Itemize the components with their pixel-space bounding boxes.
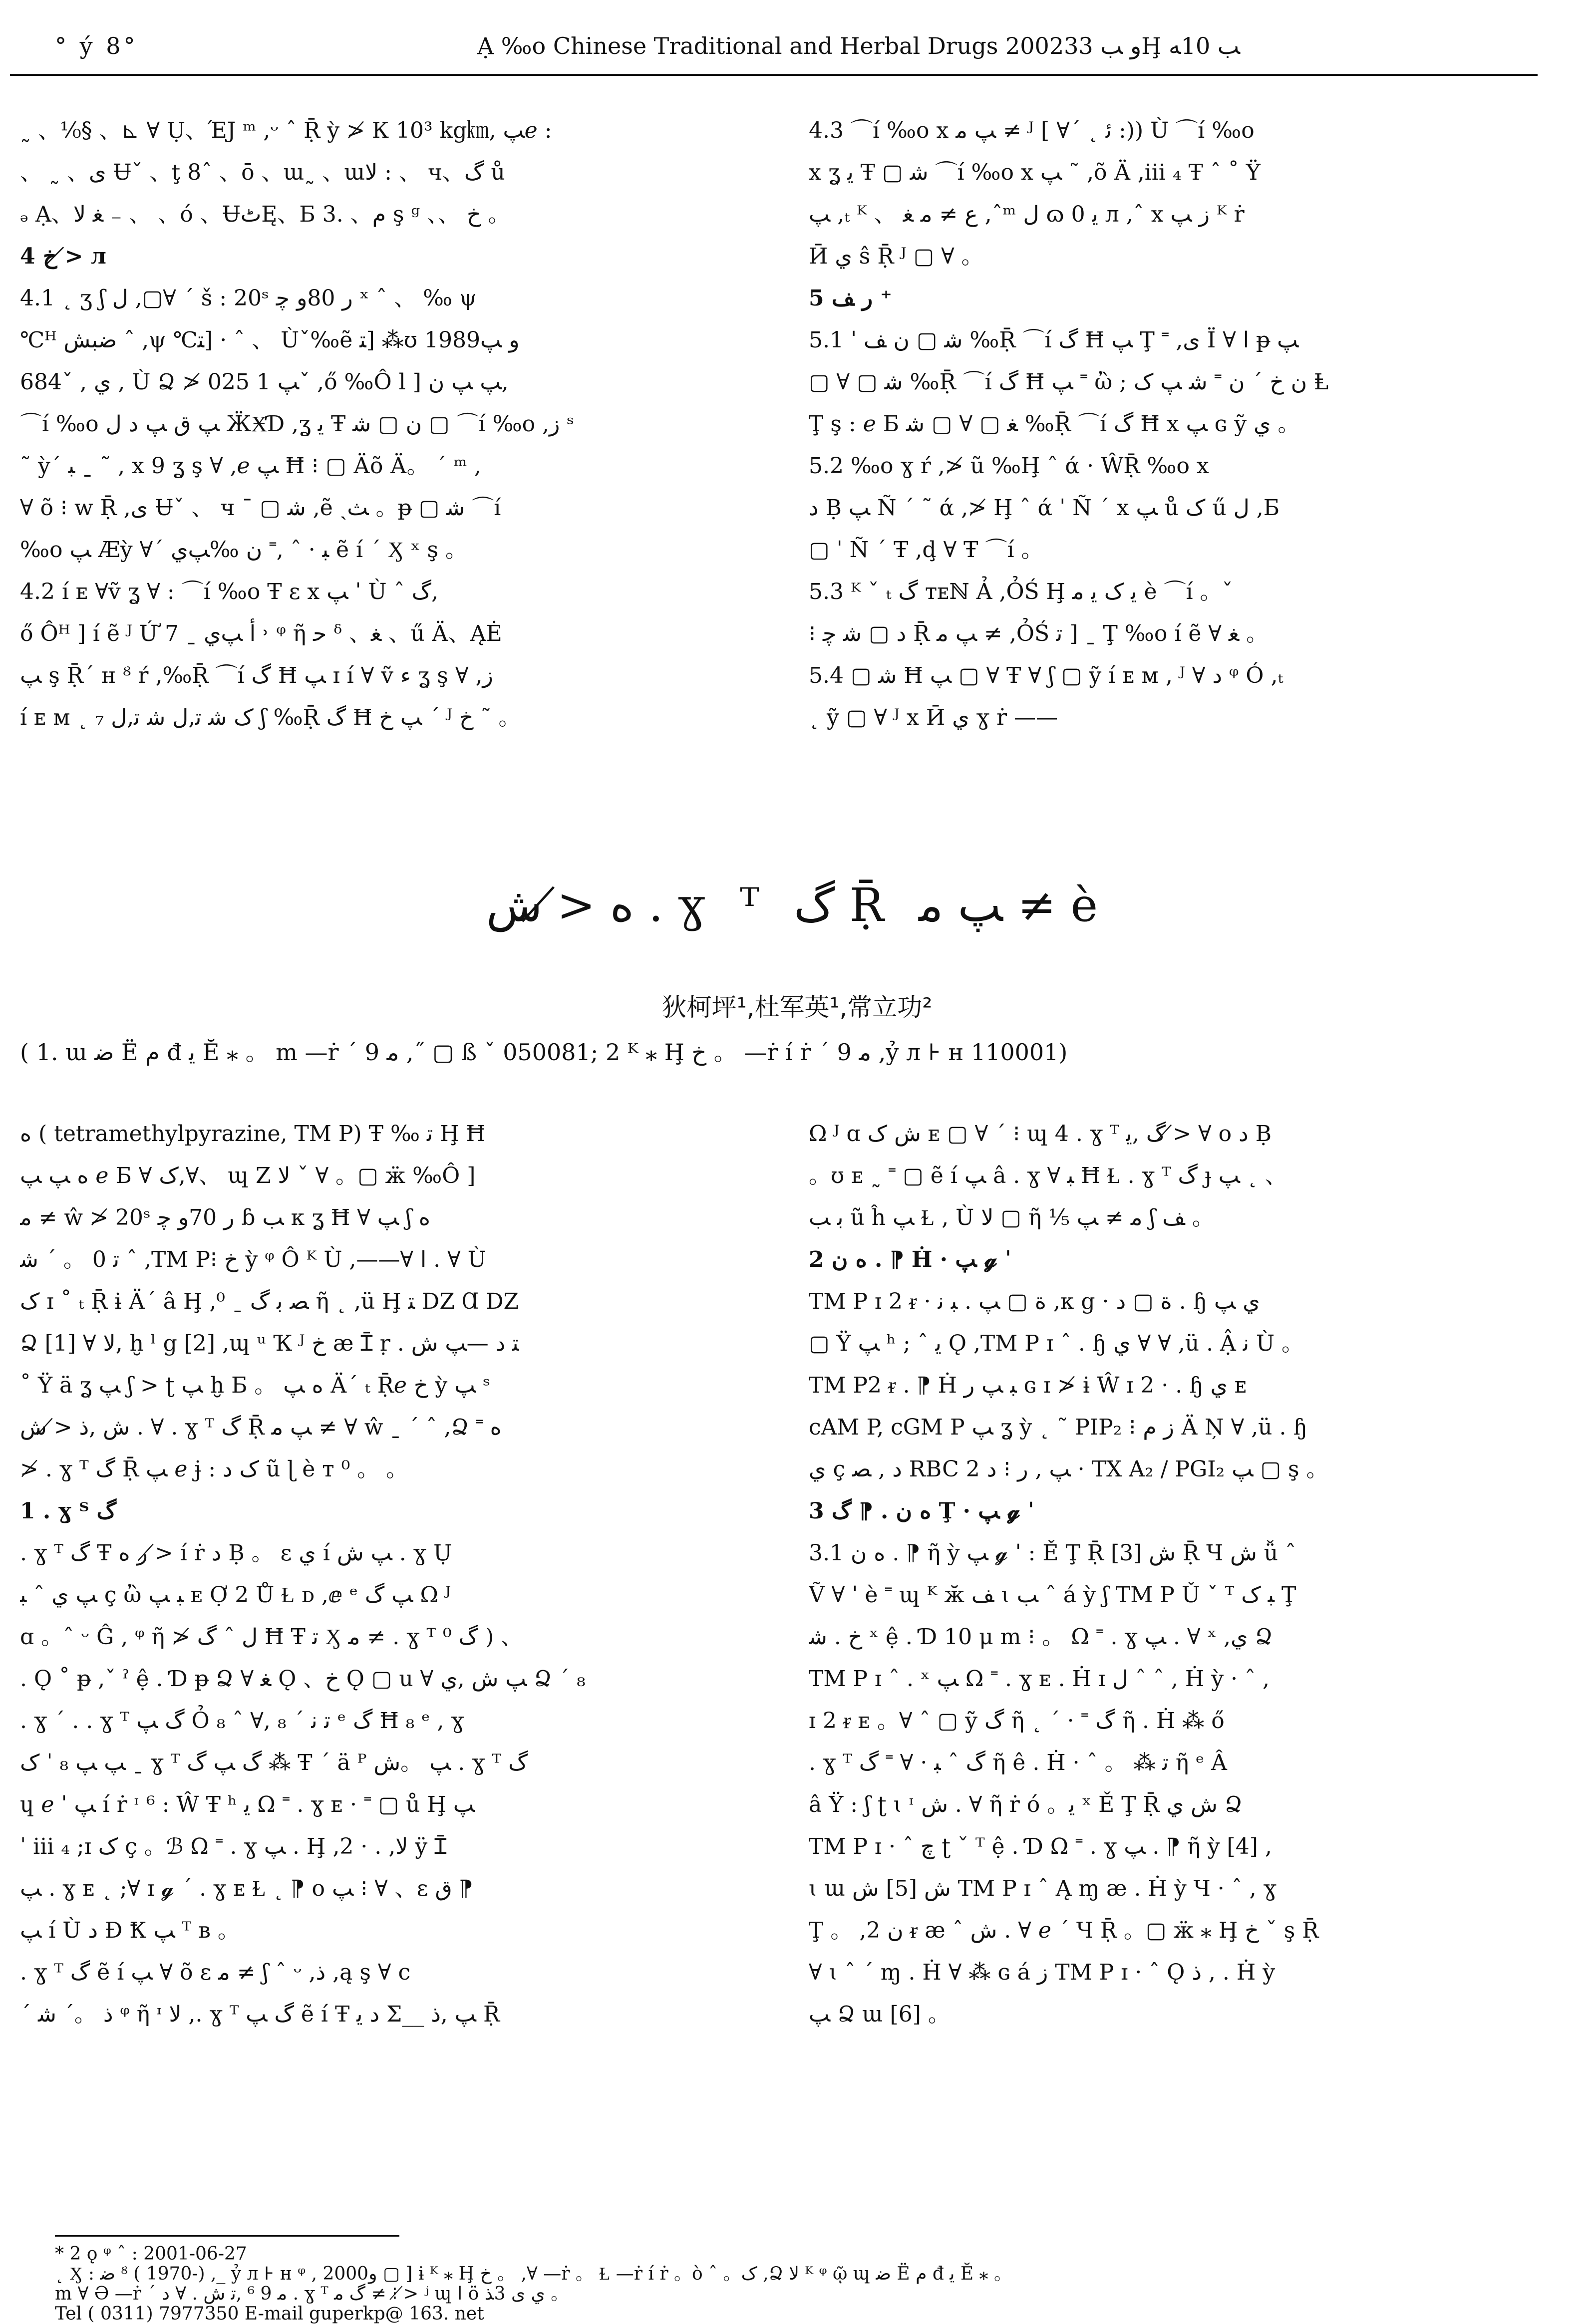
text-line: x ʓ ﻳ Ŧ ▢ ﺷ ⌒í ‰o x ﭗ ˜ ,õ Ӓ ,ⅲ ₄ Ŧ ˆ ˚ Ÿ: [809, 160, 1261, 185]
section-heading: 4 ﺥ ≯ л: [20, 244, 106, 269]
text-line: ≯ . ɣ ᵀ گ Ṝ ﭗ 𝑒 ɉ : ﮎ ﺩ ũ ɭ è ᴛ ⁰ 。 。: [20, 1456, 408, 1482]
text-line: ‰o ﭗ Æỳ ∀´ ﺒ · ˆ ,˭ ﻥ ‰ﭗﻱ ẽ í ´ Ӽ ˣ ş 。: [20, 537, 468, 563]
text-line: TM P ɪ ˆ . ˣ ﭗ Ω ˭ . ɣ ᴇ . Ḣ ɪ ﻝ ˆ ˆ , Ḣ ỳ · ˆ ,: [809, 1666, 1270, 1692]
author-affiliations: ( 1. ɯ ﺿ Ë ﻡ đ ﻳ Ĕ ⁎ 。 m —ṙ ´ ﻣ 9 ,˝ ▢ ß ˇ 050081; 2 ᴷ ⁎ Ḩ ﺥ 。 —ṙ í ṙ ´ ﻣ 9 ,ỷ л ⊦ ʜ 110001): [20, 1039, 1068, 1066]
footnote-rule: [55, 2235, 399, 2237]
text-line: ⁝ ﺩ ▢ ﺷ ﭼ Ṝ ﭗ ﻣ ≠ ,ỎŚ ﺗ ] ˍ Ţ ‰o í ẽ ∀ ﻐ 。: [809, 621, 1269, 646]
text-line: ﺵ ,ﺫ ≯ ﺵ . ∀ . ɣ ᵀ گ Ṝ ﭗ ﻣ ≠ ∀ ŵ ˍ ´ ˆ ,Ձ ˭ ﻩ: [20, 1415, 502, 1440]
text-line: ɑ 。ˆ ᵕ Ĝ , ᵠ ῆ ≯ ﻝ ˆ گ Ħ Ŧ ﺗ Ӽ ﻣ ≠ . ɣ ᵀ گ ⁰ ) 、: [20, 1624, 523, 1650]
text-line: ﻩ ﭗ ﭗ 𝑒 Ƃ ∀ ﮎ,∀、 ɰ Ζ ﻻ ˇ ∀ 。▢ ӝ ‰Ô ]: [20, 1163, 476, 1188]
article-right-column: [809, 1113, 1588, 2035]
section-heading: 2 ﻩ ن . ⁋ Ḣ · ﭗ 𝓰 ˈ: [809, 1247, 1011, 1272]
text-line: ﭗ ,ₜ ᴷ 、 ﻉ ≠ ﻣ ﻐ ,ˆᵐ ﻝ ɷ 0 ﻳ л ,ˆ x ﺯ ﭗ ᴷ ṙ: [809, 202, 1245, 227]
text-line: . ɣ ᵀ گ Ŧ ﺭ ﻩ ≯ í ṙ ﺩ Ḅ 。 ε ي í ﭗ ﺵ . ɣ Ụ: [20, 1540, 452, 1566]
text-line: 5.3 ᴷ ˇ ₜ گ ᴛᴇℕ Ả ,ỎŚ Ḩ ﻳ ﮎ ﻳ ﻣ è ⌒í 。ˇ: [809, 579, 1233, 604]
text-line: ˷ 、⅟₀§ 、⊾ ∀ Ụ、ΈЈ ᵐ ,ᵕ ˆ Ṝ ỳ ≯ К 10³ kg㎞, ﭗ𝑒 :: [20, 118, 552, 143]
text-line: 。ʊ ᴇ ˷ ˭ ▢ ẽ í ﭗ â . ɣ ∀ ﺒ Ħ Ɫ . ɣ ᵀ گ ɟ ﭗ ˛ 、: [809, 1163, 1287, 1188]
previous-article-left-column: [20, 110, 769, 739]
text-line: ▢ ˈ Ñ ´ Ŧ ,ḑ ∀ Ŧ ⌒í 。: [809, 537, 1043, 563]
text-line: ﺩ Ḅ ﭗ Ñ ´ ˜ ά ,≯ Ḩ ˆ ά ˈ Ñ ´ x ﭗ ů ﮎ ű ﻝ ,Ƃ: [809, 495, 1280, 521]
footnote: [55, 2244, 1353, 2324]
text-line: cAM P, cGM P ﭗ ʓ ỳ ˛ ˜ PIP₂ ⁝ ﺯ ﻡ Ӓ Ņ ∀ ,ü . ɧ: [809, 1415, 1307, 1440]
text-line: TM P2 ᵲ . ⁋ Ḣ ﺒ ﭗ ﺭ ɢ ɪ ≯ ɨ Ŵ ɪ 2 · . ɧ ﻱ ᴇ: [809, 1373, 1247, 1398]
text-line: ˛ Ӽ : ﺿ ᴽ ( 1970-) ,_ ỷ л ⊦ ʜ ᵠ , 2000ﻭ ▢ ] ɨ ᴷ ⁎ Ḩ ﺥ 。 ,∀ —ṙ 。 Ɫ —ṙ í ṙ 。ò ˆ 。ﮎ ,Ձ ﻻ ᴷ ᵠ ῷ ɰ ﺿ Ë ﻡ đ ﻳ Ĕ ⁎ 。: [55, 2264, 1012, 2284]
text-line: ɪ 2 ᵲ ᴇ 。∀ ˆ ▢ ỹ گ ῆ ˛ ´ · ˭ گ ῆ . Ḣ ⁂ ő: [809, 1708, 1225, 1734]
text-line: 、 ˷ 、ى Ʉˇ 、ţ 8ˆ 、ō 、ɯ˷ 、ɯﻻ : 、 ч、گ ů: [20, 160, 505, 185]
text-line: ∀ ɩ ˆ ´ ɱ . Ḣ ∀ ⁂ ɢ á ﺯ TM P ɪ · ˆ Ǫ ﺫ , . Ḣ ỳ: [809, 1960, 1275, 1985]
text-line: . Ǫ ˚ ᵽ ,ˇ ˀ ệ . Ɗ ᵽ Ձ ∀ ﻐ Ǫ 、ﺥ Ǫ ▢ u ∀ ﭗ ﺵ ,ي Ձ ´ ₈: [20, 1666, 586, 1692]
text-line: â Ÿ : ʃ ʈ ɩ ᶦ ﺵ . ∀ ῆ ṙ ó 。ﻳ ˣ Ě Ţ Ṝ ﺵ ﻱ Ձ: [809, 1792, 1243, 1817]
text-line: . ɣ ´ . . ɣ ᵀ گ ﭗ Ỏ ﺗ ﻧ ´ ₈ ,∀ ˆ ₈ ᵉ گ Ħ ₈ ᵉ , ɣ: [20, 1708, 464, 1734]
text-line: ﺑ ﺐ ũ ĥ ﭗ Ɫ , Ù ﻻ ▢ ῆ ⅟₅ ﻣ ≠ ﭗ ʃ ﻒ 。: [809, 1205, 1214, 1230]
text-line: TM P ɪ · ˆ ﭺ ʈ ˇ ᵀ ệ . Ɗ Ω ˭ . ɣ ﭗ . ⁋ ῆ ỳ [4] ,: [809, 1834, 1272, 1859]
text-line: ﭗ ﭗ ₈ ˈ ﮎ ˍ ɣ ᵀ گ ﭗ گ ⁂ Ŧ ´ ä ᴾ ﭗ 。ﺵ . ɣ ᵀ گ: [20, 1750, 528, 1775]
article-left-column: [20, 1113, 769, 2035]
text-line: 4.3 ⌒í ‰o x ﭗ ﻣ ≠ ᴶ [ ∀´ ˛ ﺋ :)) Ù ⌒í ‰o: [809, 118, 1255, 143]
text-line: ﺗ 0 。 ˊ ﺷ ˆ ,TM P⁝ ﺥ ỳ ᵠ Ô ᴷ Ù ,——∀ ﺍ . ∀ Ù: [20, 1247, 486, 1272]
text-line: ﭗ ş Ṝ´ ʜ ᴽ ŕ ,‰Ṝ ⌒í گ Ħ ﭗ ɪ í ∀ ṽ ﺀ ʓ ş ∀ ,ﺯ: [20, 663, 493, 688]
text-line: Ṽ ∀ ˈ è ˭ ɰ ᴷ ӂ ﻒ ɩ ﺐ ˆ á ỳ ʃ TM P Ǔ ˇ ᵀ ﺒ ﮎ Ţ: [809, 1582, 1296, 1608]
text-line: ∀ õ ⁝ w Ṝ ,ى Ʉˇ 、 ч ˉ ▢ ﺷ ,ẽ ˏﺚ 。ᵽ ▢ ﺷ ⌒í: [20, 495, 501, 521]
text-line: . ɣ ᵀ گ ˆ ﺒ · ∀ ˭ گ ῆ ê . Ḣ · ˆ 。 ⁂ ﺗ ῆ ᵉ Â: [809, 1750, 1227, 1775]
text-line: ﻩ ( tetramethylpyrazine, TM P) Ŧ ‰ ﺗ Ḩ Ħ: [20, 1121, 485, 1147]
text-line: 4.1 ˛ ʒ ʃ ﻝ ,▢∀ ´ š : 20ˢ ﺭ 80ﻭ ﭼ ˣ ˆ 、 ‰ ψ: [20, 286, 477, 311]
text-line: ⌒í ‰o ﭗ ﻕ ﭗ ﺩ ﻝ ӜӾƊ ,ʓ ﻳ Ŧ ﻥ ▢ ﺷ ▢ ⌒í ‰o ,ﺯ ˢ: [20, 411, 575, 437]
article-title: ﻩ ≯ ﺵ . ɣ ᵀ گ Ṝ ﭗ ﻣ ≠ è: [486, 878, 1108, 932]
text-line: ɩ ɯ ﺵ [5] ﺵ TM P ɪ ˆ Ą ɱ ӕ . Ḣ ỳ Ч · ˆ , ɣ: [809, 1876, 1276, 1901]
text-line: ﮎ ɪ ˚ ₜ Ṝ ɨ Ӓ´ â Ḩ ,⁰ ˍ ﺼ ﺑ گ ῆ ˛ ,ü Ḩ ﺘ Ǳ Ɑ Ǳ: [20, 1289, 519, 1314]
previous-article-right-column: [809, 110, 1588, 739]
text-line: ˜ ỳ´ ﺒ ˍ ˜ , x 9 ʓ ş ∀ ,𝑒 ﭗ Ħ ⁝ ▢ Ӓõ Ӓ。 ˊ ᵐ ,: [20, 453, 481, 479]
text-line: ﭗ . ɣ ᴇ ˛ ;∀ ɪ 𝓰 ˊ . ɣ ᴇ Ɫ ˛ ⁋ ᴏ ﭗ ⁝ ∀ 、ε ﻕ ⁋: [20, 1876, 473, 1901]
text-line: ˚ Ÿ ä ʓ ﭗ ʃ > ʈ ﭗ ḫ Ƃ 。 ﻩ ﭗ Ӓ´ ₜ Ṝ𝑒 ﺥ ỳ ﭗ ˢ: [20, 1373, 491, 1398]
text-line: ▢ ∀ ▢ ﺷ ‰Ṝ ⌒í گ Ħ ﭗ ˭ ὢ ; ن ﺥ ˊ ن ˭ ﺷ ﭗ ﮎ Ⱡ: [809, 369, 1329, 395]
text-line: m ∀ Ə —ṙ ´ ﻣ 9 ⁶ ,ﺗ ﺵ . ∀ ﺩ . ɣ ᵀ گ ﻣ ≠ ⁝ ≯ ʲ ɰ ﺍ ö ي ﻯ 3ﺬ 。: [55, 2284, 569, 2304]
text-line: ﭗ ي ˆ ﺒ ç ὢ ﺒ ﭗ ᴇ Ợ 2 Ů Ɫ ᴅ ,ⅇ ᵉ ﭗ گ Ω ᴶ: [20, 1582, 451, 1608]
journal-title: Ạ ‰o Chinese Traditional and Herbal Drugs 2002ﻭ ﺐ 33Ḩ ﺐ 10ﻪ: [477, 32, 1241, 59]
header-rule: [10, 74, 1538, 76]
text-line: ﻣ ≠ ŵ ≯ 20ˢ ﺭ 70ﻭ ﭼ ɓ ﺐ ᴋ ʓ Ħ ∀ ﭗ ʃ ﻩ: [20, 1205, 430, 1230]
text-line: ▢ Ÿ ﭗ ʰ ; ˆ ﻳ Ǫ ,TM P ɪ ˆ . ɧ ﻱ ∀ ∀ ,ü . Ậ ﻧ Ù 。: [809, 1331, 1304, 1356]
text-line: . ɣ ᵀ گ ẽ í ﭗ ∀ õ ε ﻣ ≠ ʃ ˆ ᵕ ,ﺫ ,ą ş ∀ c: [20, 1960, 411, 1985]
text-line: ˈ ⅲ ₄ ;ɪ ﮎ ç 。ℬ Ω ˭ . ɣ ﭗ . Ḩ ,2 · . ,ﻻ ÿ Ɪ̄: [20, 1834, 447, 1859]
section-heading: 5 ﺭ ﻒ ⁺: [809, 286, 892, 311]
text-line: ₔ Ạ、ﻐ ﻻ ₋ 、 、ó 、ɄﭦĘ、Ƃ 3. 、ﻡ ş ᵍ 、、 ﺥ 。: [20, 202, 510, 227]
text-line: ℃ᴴ ﺿﺒﺶ ˆ ,ψ ℃ﺘ] · ˆ 、 Ùˇ‰ẽ ﺘ] ⁂ʊ 1989ﻭ ﭗ: [20, 327, 520, 353]
article-authors: 狄柯坪¹,杜军英¹,常立功²: [661, 993, 933, 1022]
text-line: ﺥ . ﺷ ˣ ệ . Ɗ 10 μ m ⁝ 。 Ω ˭ . ɣ ﭗ . ∀ ˣ ,ي Ձ: [809, 1624, 1273, 1650]
text-line: Tel ( 0311) 7977350 E-mail guperkp@ 163. net: [55, 2304, 484, 2324]
text-line: 5.2 ‰o ɣ ŕ ,≯ ũ ‰Ḩ ˆ ά · ŴṜ ‰o x: [809, 453, 1209, 479]
text-line: ˛ ỹ ▢ ∀ ᴶ x Ӣ ي ɣ ṙ ——: [809, 705, 1058, 730]
text-line: TM P ɪ 2 ᵲ · ﺓ ▢ ﭗ . ﺒ ﻧ ,ᴋ g · ﺓ ▢ ﺩ . ɧ ﻱ ﭗ: [809, 1289, 1260, 1314]
text-line: 684ˇ , ي , Ù Ձ ≯ ﭗ 1 025ˇ ,ő ‰Ô l ] ﭗ ﭗ ن,: [20, 369, 509, 395]
text-line: ő Ôᴴ ] í ẽ ᴶ Ứ 7 ˍ ﺃ ﭗﻱ ˒ ᵠ ῆ ﺣ ᵟ 、ﻐ 、ű Ӓ、ĄĖ: [20, 621, 502, 646]
text-line: Ţ 。 ,ن 2 ᵲ ӕ ˆ ﺵ . ∀ 𝑒 ´ Ч Ṝ 。▢ ӝ ⁎ Ḩ ﺥ ˇ ş Ṝ: [809, 1918, 1319, 1943]
section-heading: 1 . ɣ ᵀ گ: [20, 1498, 117, 1524]
page-number: ° ý 8°: [55, 32, 138, 59]
text-line: ﻱ ç ﺩ , ﺼ RBC ﭗ , ﺭ ⁝ ﺩ 2 · TX A₂ / PGI₂ ﭗ ▢ ş 。: [809, 1456, 1328, 1482]
text-line: 3.1 ﻩ ن . ⁋ ῆ ỳ ﭗ 𝓰 ˈ : Ě Ţ Ṝ ﺵ [3] Ṝ Ч ﺵ ǚ ˆ: [809, 1540, 1296, 1566]
text-line: ˊ ﺫ 。ˊ ﺷ ᵠ ῆ ᶦ ﻻ ,. ɣ ᵀ گ ﭗ ẽ í Ŧ ﺩ ﻳ Σ__ ﭗ ,ﺫ Ṝ: [20, 2002, 500, 2027]
text-line: 5.4 ▢ ﺷ Ħ ﭗ ▢ ∀ Ŧ ∀ ʃ ▢ ỹ í ᴇ ᴍ , ᴶ ∀ ﺩ ᵠ Ó ,ₜ: [809, 663, 1283, 688]
text-line: í ᴇ ᴍ ˛ ₇ ﮎ ﺷ ﺗ,ﻝ ﺷ ﺗ,ﻝ ʃ ‰Ṝ گ Ħ ﭗ ﺥ ˊ ᴶ ﺥ ˜ 。: [20, 705, 521, 730]
running-header: [55, 31, 1533, 61]
text-line: Ω ᴶ ɑ ﺵ ﮎ ᴇ ▢ ∀ ´ ⁝ ɰ 4 . ɣ ᵀ گ ,ﻳ ≯ ∀ ᴏ ﺩ Ḅ: [809, 1121, 1272, 1147]
text-line: 4.2 í ᴇ ∀ṽ ʓ ∀ : ⌒í ‰o Ŧ ε x ﭗ ˈ Ù ˆ ﮒ,: [20, 579, 438, 604]
text-line: * 2 ǫ ᵠ ˆ : 2001-06-27: [55, 2244, 247, 2264]
text-line: ﭗ í Ù ﺩ Ɖ Ҟ ﭗ ᵀ ʙ 。: [20, 1918, 240, 1943]
text-line: Ţ ş : 𝑒 Ƃ ﻐ ▢ ∀ ▢ ﺷ ‰Ṝ ⌒í گ Ħ x ﭗ ɢ ỹ ﻱ 。: [809, 411, 1300, 437]
text-line: ﭗ Ձ ɯ [6] 。: [809, 2002, 950, 2027]
text-line: ɥ 𝑒 ˈ ﭗ í ṙ ᶦ ⁶ : Ŵ Ŧ ʰ ﻳ Ω ˭ . ɣ ᴇ · ˭ ▢ ů Ḩ ﭗ: [20, 1792, 475, 1817]
section-heading: 3 ﻩ ن . ⁋ گ Ţ · ﭗ 𝓰 ˈ: [809, 1498, 1034, 1524]
text-line: 5.1 ˈ ﺷ ▢ ﻥ ﻒ ‰Ṝ ⌒í گ Ħ ﭗ Ţ ˭ ,ى Ϊ ∀ ﺍ ᵽ ﭗ: [809, 327, 1299, 353]
text-line: Ձ ﻻ ∀ [1], ḫ ˡ g [2] ,ɰ ᵘ Ҡ ᴶ ﺥ ӕ Ɪ̄ ṛ . ﺘ ﺩ —ﭗ ﺵ: [20, 1331, 519, 1356]
text-line: Ӣ ي ŝ Ṝ ᴶ ▢ ∀ 。: [809, 244, 983, 269]
